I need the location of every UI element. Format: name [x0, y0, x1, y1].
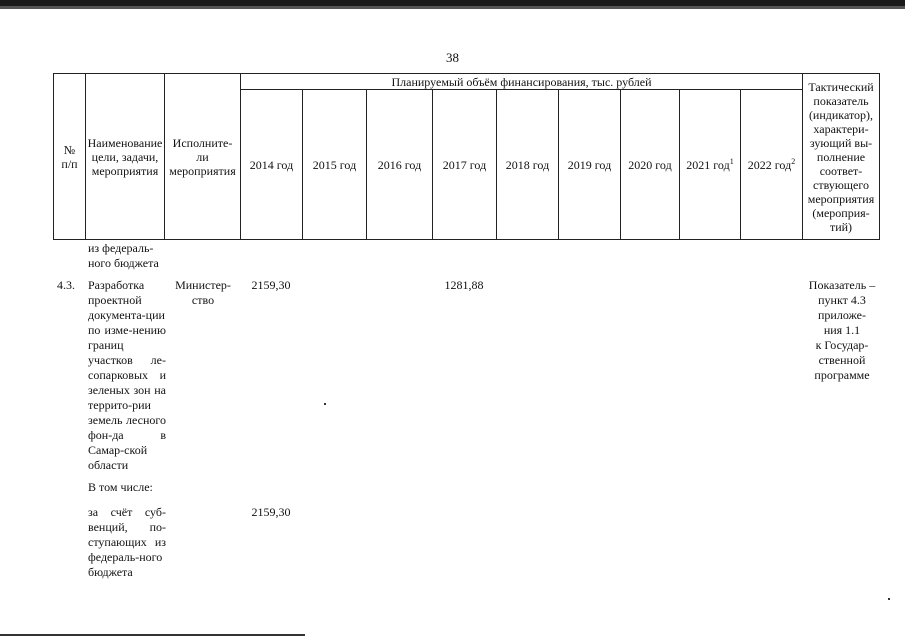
header-year: 2015 год: [303, 90, 367, 240]
header-year: 2020 год: [621, 90, 680, 240]
scan-speck: [324, 403, 326, 405]
header-year: 2018 год: [497, 90, 559, 240]
header-num: № п/п: [54, 74, 86, 240]
footnote-separator: [0, 634, 305, 636]
header-name: Наименование цели, задачи, мероприятия: [86, 74, 165, 240]
item-number: 4.3.: [57, 278, 75, 292]
item-value-2017: 1281,88: [444, 278, 484, 292]
header-year: 2014 год: [241, 90, 303, 240]
subsidy-value-2014: 2159,30: [251, 505, 291, 519]
scan-speck: [888, 598, 890, 600]
subsidy-name: за счёт суб-венций, по-ступающих из федераль-ного бюджета: [88, 505, 166, 579]
carry-over-text: из федераль- ного бюджета: [88, 241, 159, 270]
header-year: 2021 год$^1$: [680, 90, 741, 240]
table-header: [53, 73, 880, 240]
item-value-2014: 2159,30: [251, 278, 291, 292]
header-year: 2019 год: [559, 90, 621, 240]
header-year: 2022 год$^2$: [741, 90, 803, 240]
header-executor: Исполните- ли мероприятия: [165, 74, 241, 240]
header-year: 2016 год: [367, 90, 433, 240]
header-funding-group: Планируемый объём финансирования, тыс. рублей: [241, 74, 803, 90]
top-border-shadow: [0, 6, 905, 9]
including-label: В том числе:: [88, 480, 153, 494]
page-number: 38: [446, 50, 459, 65]
item-indicator: Показатель – пункт 4.3 приложе- ния 1.1 к Государ- ственной программе: [808, 278, 876, 382]
item-name: Разработка проектной документа-ции по изме-нению границ участков ле-сопарковых и зеленых зон на террито-рии земель лесного фон-да в Самар-ской области: [88, 278, 166, 472]
item-executor: Министер- ство: [175, 278, 231, 307]
header-indicator: Тактический показатель (индикатор), характери- зующий вы- полнение соответ- ствующего мероприятия (мероприя- тий): [803, 74, 880, 240]
header-year: 2017 год: [433, 90, 497, 240]
